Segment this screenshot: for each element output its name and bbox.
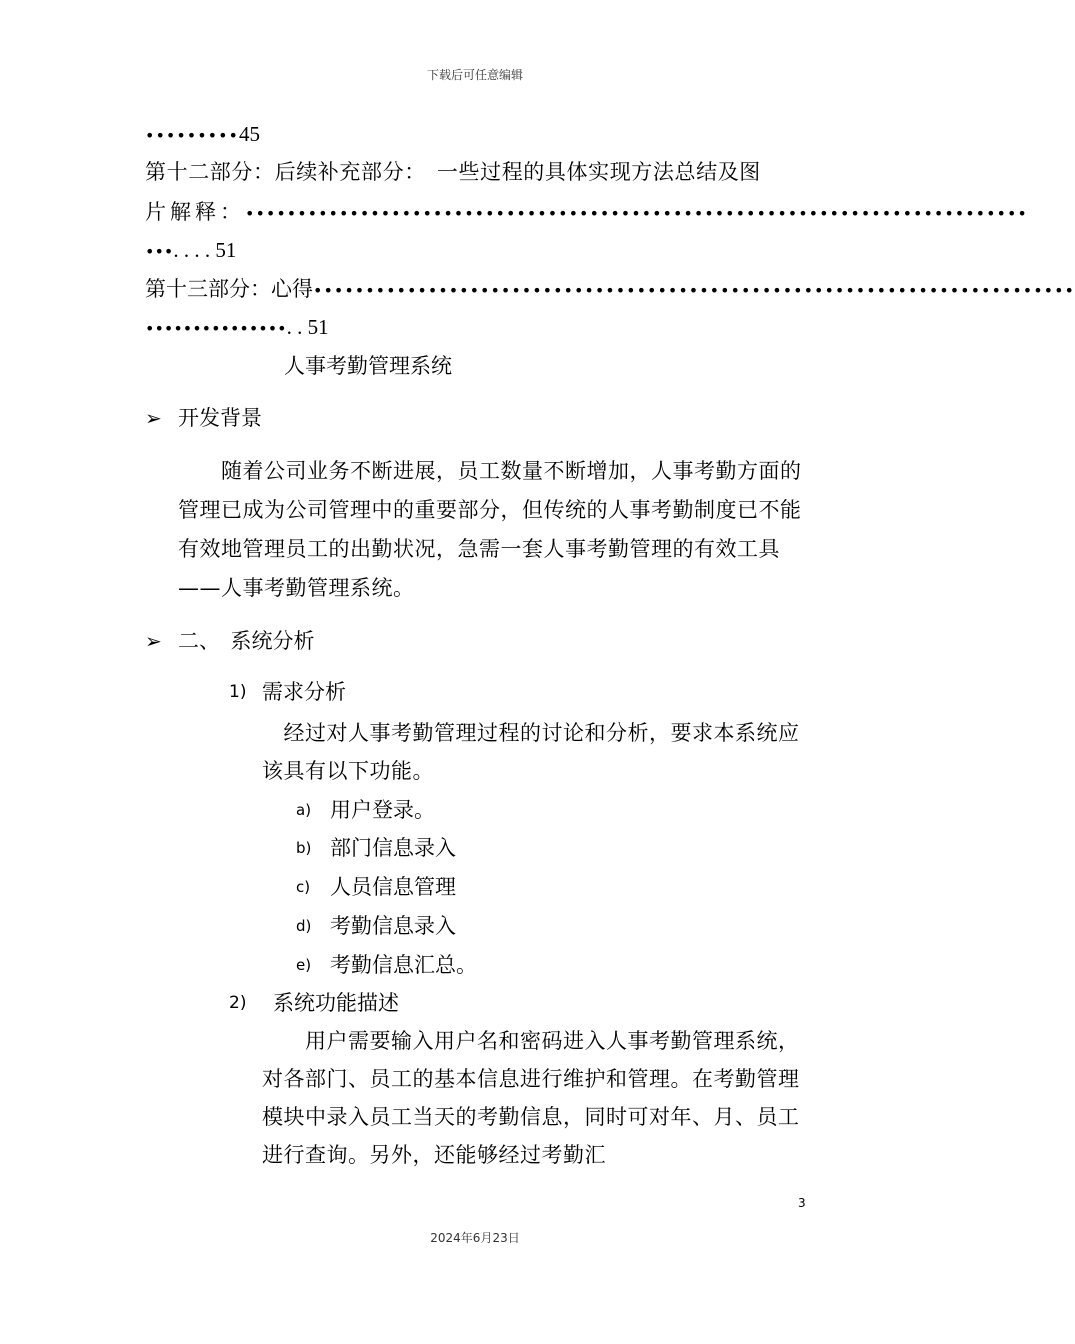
requirements-paragraph: 经过对人事考勤管理过程的讨论和分析，要求本系统应该具有以下功能。 bbox=[262, 721, 800, 783]
list-item-label: e) bbox=[296, 956, 312, 974]
list-item-label: d) bbox=[296, 917, 312, 935]
list-item-text: 考勤信息汇总。 bbox=[330, 953, 477, 977]
toc-leader: ••••••••• bbox=[145, 126, 239, 145]
list-item-label: c) bbox=[296, 878, 311, 896]
subsection-title-function: 系统功能描述 bbox=[273, 991, 399, 1015]
section-heading-analysis: 二、 系统分析 bbox=[178, 629, 315, 653]
toc-line-1 bbox=[145, 120, 260, 150]
toc-line-3 bbox=[145, 198, 1028, 228]
arrow-bullet-icon: ➢ bbox=[145, 629, 162, 653]
subsection-number: 1) bbox=[229, 682, 247, 702]
subsection-title-requirements: 需求分析 bbox=[262, 680, 346, 704]
toc-page-number: . . . . 51 bbox=[173, 238, 237, 262]
toc-leader: ••••••••••••••••••••••••••••••••••••••••••••••••••••••••••••••••••••••••• bbox=[313, 281, 1075, 300]
list-item-text: 用户登录。 bbox=[330, 798, 435, 822]
list-item-label: b) bbox=[296, 839, 312, 857]
toc-page-number: . . 51 bbox=[286, 315, 329, 339]
toc-page-number: 45 bbox=[238, 122, 260, 146]
toc-entry-part13: 第十三部分：心得 bbox=[145, 277, 313, 301]
list-item-text: 部门信息录入 bbox=[330, 836, 456, 860]
toc-line-4 bbox=[145, 236, 236, 266]
toc-line-6 bbox=[145, 313, 329, 343]
toc-leader: ••••••••••••••••••••••••••••••••••••••••••••••••••••••••••••••••••••••••••• bbox=[245, 204, 1028, 223]
toc-entry-part12: 第十二部分：后续补充部分： 一些过程的具体实现方法总结及图 bbox=[145, 160, 761, 184]
toc-entry-text: 片解释： bbox=[145, 200, 245, 224]
function-description-paragraph: 用户需要输入用户名和密码进入人事考勤管理系统，对各部门、员工的基本信息进行维护和管理。在考勤管理模块中录入员工当天的考勤信息，同时可对年、月、员工进行查询。另外，还能够经过考勤汇 bbox=[262, 1029, 800, 1167]
list-item-label: a) bbox=[296, 801, 312, 819]
toc-leader: ••••••••••••••• bbox=[145, 319, 287, 338]
list-item-text: 考勤信息录入 bbox=[330, 914, 456, 938]
page-number: 3 bbox=[798, 1196, 806, 1210]
page-header: 下载后可任意编辑 bbox=[426, 68, 523, 82]
toc-line-5 bbox=[145, 275, 1075, 305]
toc-leader: ••• bbox=[145, 242, 174, 261]
section-heading-background: 开发背景 bbox=[178, 406, 262, 430]
background-paragraph: 随着公司业务不断进展，员工数量不断增加，人事考勤方面的管理已成为公司管理中的重要部分，但传统的人事考勤制度已不能有效地管理员工的出勤状况，急需一套人事考勤管理的有效工具——人事考勤管理系统。 bbox=[178, 459, 802, 600]
document-title: 人事考勤管理系统 bbox=[284, 354, 452, 378]
arrow-bullet-icon: ➢ bbox=[145, 406, 162, 430]
footer-date: 2024年6月23日 bbox=[430, 1231, 520, 1245]
subsection-number: 2) bbox=[229, 993, 247, 1013]
list-item-text: 人员信息管理 bbox=[330, 875, 456, 899]
